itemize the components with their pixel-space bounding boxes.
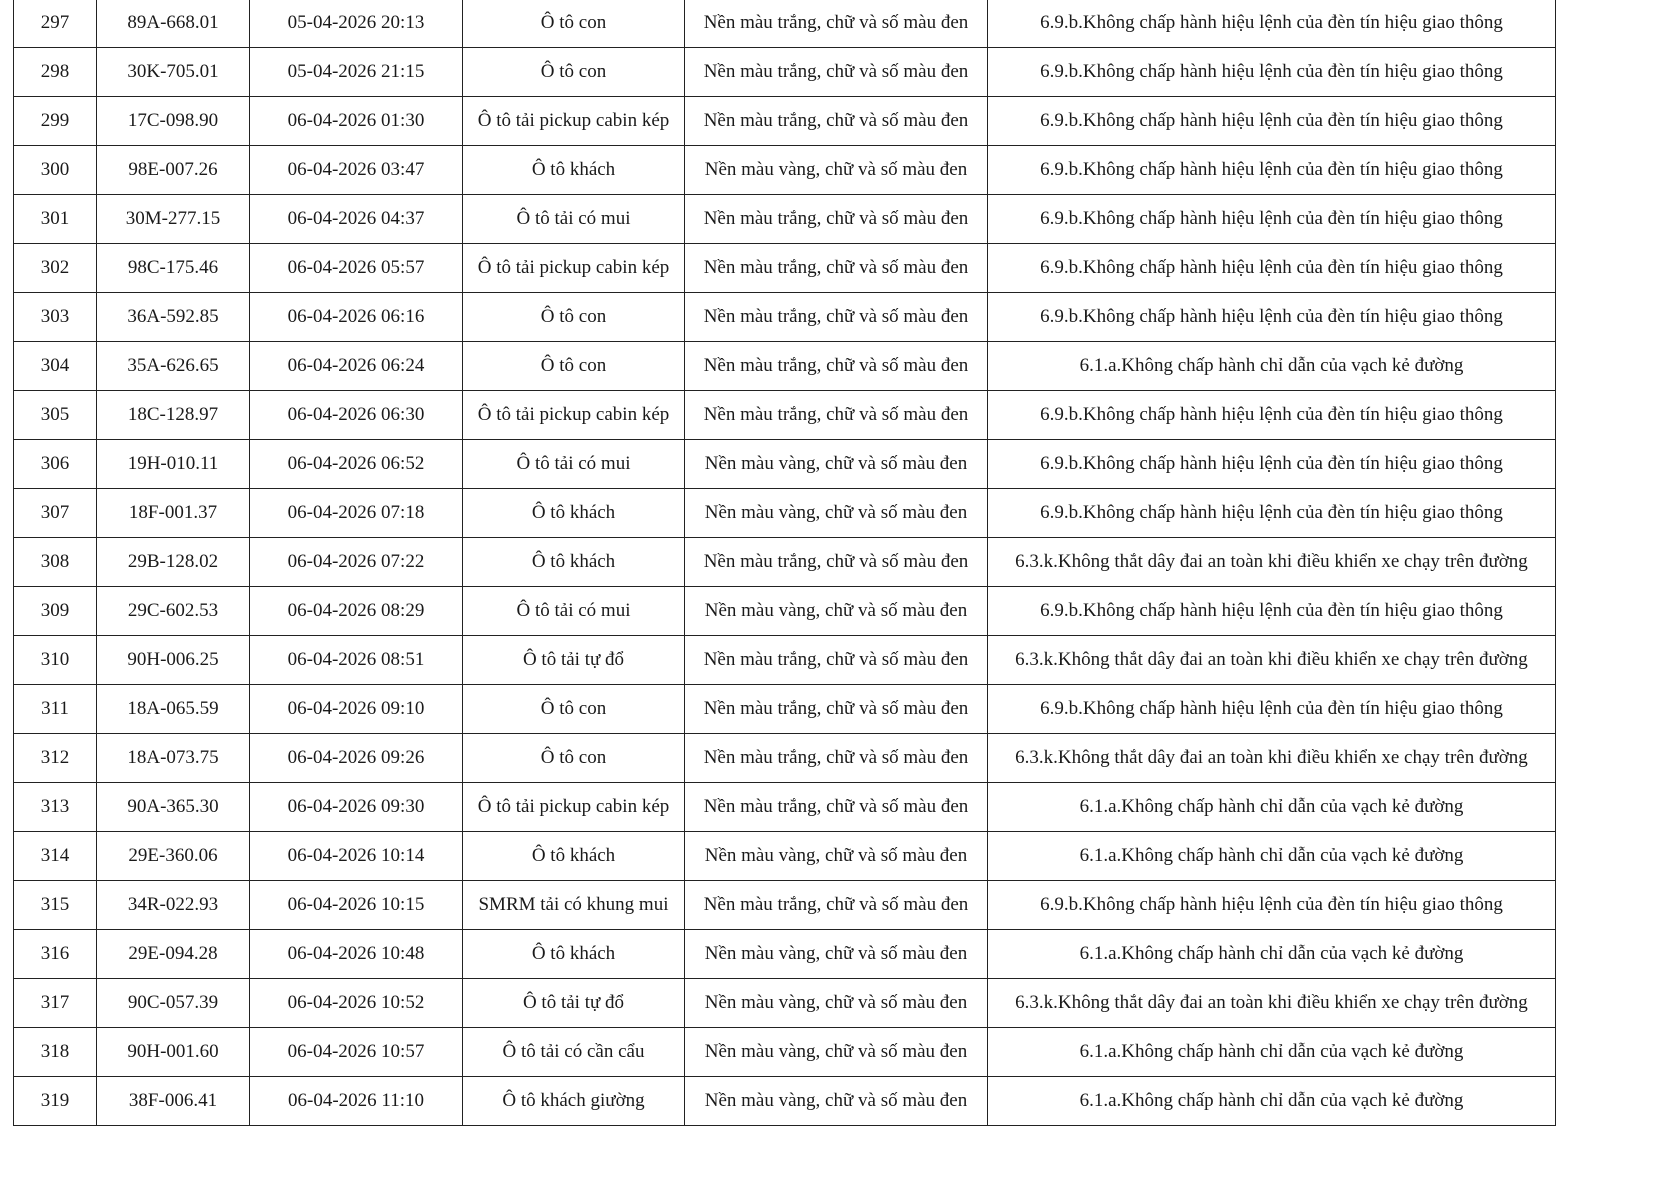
cell-vehicle-type: Ô tô con [463, 734, 685, 783]
table-row [14, 489, 1556, 538]
table-row [14, 734, 1556, 783]
cell-vehicle-type: Ô tô tải pickup cabin kép [463, 244, 685, 293]
cell-violation-time: 06-04-2026 07:18 [250, 489, 463, 538]
cell-violation-time: 06-04-2026 08:29 [250, 587, 463, 636]
cell-violation: 6.1.a.Không chấp hành chỉ dẫn của vạch kẻ đường [988, 342, 1556, 391]
cell-plate-number: 19H-010.11 [97, 440, 250, 489]
cell-violation: 6.9.b.Không chấp hành hiệu lệnh của đèn tín hiệu giao thông [988, 587, 1556, 636]
cell-plate-color: Nền màu trắng, chữ và số màu đen [685, 783, 988, 832]
cell-stt: 300 [14, 146, 97, 195]
cell-violation: 6.3.k.Không thắt dây đai an toàn khi điều khiển xe chạy trên đường [988, 538, 1556, 587]
cell-violation-time: 06-04-2026 10:48 [250, 930, 463, 979]
cell-plate-color: Nền màu vàng, chữ và số màu đen [685, 440, 988, 489]
cell-violation-time: 06-04-2026 04:37 [250, 195, 463, 244]
cell-vehicle-type: Ô tô tải pickup cabin kép [463, 391, 685, 440]
cell-plate-color: Nền màu trắng, chữ và số màu đen [685, 293, 988, 342]
violation-table-body [14, 0, 1556, 1126]
cell-violation-time: 06-04-2026 10:15 [250, 881, 463, 930]
cell-stt: 314 [14, 832, 97, 881]
cell-plate-number: 17C-098.90 [97, 97, 250, 146]
cell-plate-number: 29E-094.28 [97, 930, 250, 979]
table-row [14, 636, 1556, 685]
cell-violation: 6.9.b.Không chấp hành hiệu lệnh của đèn tín hiệu giao thông [988, 489, 1556, 538]
cell-violation-time: 06-04-2026 09:10 [250, 685, 463, 734]
cell-violation: 6.9.b.Không chấp hành hiệu lệnh của đèn tín hiệu giao thông [988, 195, 1556, 244]
table-row [14, 1028, 1556, 1077]
cell-plate-number: 30K-705.01 [97, 48, 250, 97]
cell-vehicle-type: Ô tô khách [463, 146, 685, 195]
cell-vehicle-type: Ô tô tải có mui [463, 440, 685, 489]
cell-plate-color: Nền màu trắng, chữ và số màu đen [685, 881, 988, 930]
cell-stt: 315 [14, 881, 97, 930]
table-row [14, 930, 1556, 979]
cell-vehicle-type: Ô tô con [463, 0, 685, 48]
cell-stt: 313 [14, 783, 97, 832]
cell-plate-number: 29C-602.53 [97, 587, 250, 636]
cell-stt: 308 [14, 538, 97, 587]
cell-violation: 6.9.b.Không chấp hành hiệu lệnh của đèn tín hiệu giao thông [988, 391, 1556, 440]
cell-plate-color: Nền màu trắng, chữ và số màu đen [685, 0, 988, 48]
cell-plate-number: 30M-277.15 [97, 195, 250, 244]
table-row [14, 881, 1556, 930]
table-row [14, 1077, 1556, 1126]
cell-stt: 317 [14, 979, 97, 1028]
cell-stt: 309 [14, 587, 97, 636]
cell-plate-number: 18A-065.59 [97, 685, 250, 734]
cell-plate-number: 89A-668.01 [97, 0, 250, 48]
cell-plate-number: 98E-007.26 [97, 146, 250, 195]
cell-violation-time: 05-04-2026 21:15 [250, 48, 463, 97]
cell-plate-number: 90C-057.39 [97, 979, 250, 1028]
cell-vehicle-type: SMRM tải có khung mui [463, 881, 685, 930]
cell-plate-color: Nền màu vàng, chữ và số màu đen [685, 587, 988, 636]
cell-plate-color: Nền màu trắng, chữ và số màu đen [685, 685, 988, 734]
cell-vehicle-type: Ô tô tải tự đổ [463, 636, 685, 685]
table-row [14, 587, 1556, 636]
cell-vehicle-type: Ô tô khách giường [463, 1077, 685, 1126]
table-row [14, 832, 1556, 881]
table-row [14, 0, 1556, 48]
table-row [14, 342, 1556, 391]
cell-violation-time: 06-04-2026 06:30 [250, 391, 463, 440]
table-row [14, 293, 1556, 342]
cell-violation: 6.9.b.Không chấp hành hiệu lệnh của đèn tín hiệu giao thông [988, 685, 1556, 734]
cell-plate-number: 38F-006.41 [97, 1077, 250, 1126]
table-row [14, 685, 1556, 734]
cell-vehicle-type: Ô tô khách [463, 538, 685, 587]
cell-vehicle-type: Ô tô khách [463, 489, 685, 538]
cell-violation-time: 06-04-2026 06:52 [250, 440, 463, 489]
cell-stt: 310 [14, 636, 97, 685]
table-row [14, 783, 1556, 832]
table-row [14, 48, 1556, 97]
cell-plate-color: Nền màu trắng, chữ và số màu đen [685, 391, 988, 440]
cell-plate-color: Nền màu vàng, chữ và số màu đen [685, 146, 988, 195]
cell-violation: 6.3.k.Không thắt dây đai an toàn khi điều khiển xe chạy trên đường [988, 734, 1556, 783]
cell-violation: 6.3.k.Không thắt dây đai an toàn khi điều khiển xe chạy trên đường [988, 979, 1556, 1028]
cell-stt: 298 [14, 48, 97, 97]
cell-plate-number: 34R-022.93 [97, 881, 250, 930]
cell-violation: 6.1.a.Không chấp hành chỉ dẫn của vạch kẻ đường [988, 1077, 1556, 1126]
cell-vehicle-type: Ô tô tải có cần cẩu [463, 1028, 685, 1077]
cell-plate-color: Nền màu trắng, chữ và số màu đen [685, 342, 988, 391]
cell-violation-time: 06-04-2026 06:16 [250, 293, 463, 342]
cell-stt: 303 [14, 293, 97, 342]
table-row [14, 391, 1556, 440]
cell-plate-color: Nền màu trắng, chữ và số màu đen [685, 734, 988, 783]
cell-plate-color: Nền màu trắng, chữ và số màu đen [685, 244, 988, 293]
cell-vehicle-type: Ô tô tải pickup cabin kép [463, 97, 685, 146]
cell-violation: 6.9.b.Không chấp hành hiệu lệnh của đèn tín hiệu giao thông [988, 146, 1556, 195]
cell-vehicle-type: Ô tô tải có mui [463, 587, 685, 636]
cell-stt: 319 [14, 1077, 97, 1126]
cell-violation-time: 06-04-2026 10:57 [250, 1028, 463, 1077]
table-row [14, 195, 1556, 244]
cell-violation-time: 06-04-2026 01:30 [250, 97, 463, 146]
cell-vehicle-type: Ô tô tải tự đổ [463, 979, 685, 1028]
cell-violation: 6.9.b.Không chấp hành hiệu lệnh của đèn tín hiệu giao thông [988, 0, 1556, 48]
cell-violation-time: 06-04-2026 09:30 [250, 783, 463, 832]
cell-plate-color: Nền màu trắng, chữ và số màu đen [685, 195, 988, 244]
cell-violation: 6.9.b.Không chấp hành hiệu lệnh của đèn tín hiệu giao thông [988, 97, 1556, 146]
table-row [14, 979, 1556, 1028]
cell-plate-number: 90A-365.30 [97, 783, 250, 832]
cell-vehicle-type: Ô tô khách [463, 930, 685, 979]
cell-stt: 306 [14, 440, 97, 489]
cell-stt: 312 [14, 734, 97, 783]
cell-plate-number: 35A-626.65 [97, 342, 250, 391]
cell-violation-time: 06-04-2026 10:14 [250, 832, 463, 881]
cell-violation-time: 06-04-2026 03:47 [250, 146, 463, 195]
cell-violation: 6.1.a.Không chấp hành chỉ dẫn của vạch kẻ đường [988, 832, 1556, 881]
cell-plate-number: 18A-073.75 [97, 734, 250, 783]
cell-violation: 6.1.a.Không chấp hành chỉ dẫn của vạch kẻ đường [988, 1028, 1556, 1077]
cell-stt: 305 [14, 391, 97, 440]
cell-plate-color: Nền màu vàng, chữ và số màu đen [685, 1028, 988, 1077]
cell-stt: 316 [14, 930, 97, 979]
cell-vehicle-type: Ô tô con [463, 48, 685, 97]
cell-violation: 6.3.k.Không thắt dây đai an toàn khi điều khiển xe chạy trên đường [988, 636, 1556, 685]
cell-plate-number: 98C-175.46 [97, 244, 250, 293]
cell-stt: 302 [14, 244, 97, 293]
cell-violation-time: 06-04-2026 06:24 [250, 342, 463, 391]
cell-vehicle-type: Ô tô con [463, 342, 685, 391]
cell-plate-color: Nền màu vàng, chữ và số màu đen [685, 930, 988, 979]
cell-plate-number: 36A-592.85 [97, 293, 250, 342]
cell-stt: 297 [14, 0, 97, 48]
table-row [14, 97, 1556, 146]
cell-violation-time: 06-04-2026 10:52 [250, 979, 463, 1028]
cell-plate-number: 90H-006.25 [97, 636, 250, 685]
cell-violation-time: 06-04-2026 11:10 [250, 1077, 463, 1126]
violation-table-container [13, 0, 1556, 1126]
cell-stt: 299 [14, 97, 97, 146]
cell-plate-number: 18C-128.97 [97, 391, 250, 440]
cell-vehicle-type: Ô tô con [463, 685, 685, 734]
cell-plate-number: 29E-360.06 [97, 832, 250, 881]
cell-violation-time: 06-04-2026 09:26 [250, 734, 463, 783]
cell-plate-color: Nền màu vàng, chữ và số màu đen [685, 1077, 988, 1126]
cell-plate-number: 29B-128.02 [97, 538, 250, 587]
cell-plate-color: Nền màu trắng, chữ và số màu đen [685, 538, 988, 587]
cell-plate-color: Nền màu vàng, chữ và số màu đen [685, 489, 988, 538]
cell-stt: 318 [14, 1028, 97, 1077]
cell-violation-time: 06-04-2026 07:22 [250, 538, 463, 587]
cell-violation-time: 06-04-2026 05:57 [250, 244, 463, 293]
cell-plate-number: 18F-001.37 [97, 489, 250, 538]
cell-violation: 6.9.b.Không chấp hành hiệu lệnh của đèn tín hiệu giao thông [988, 48, 1556, 97]
cell-violation: 6.9.b.Không chấp hành hiệu lệnh của đèn tín hiệu giao thông [988, 881, 1556, 930]
cell-plate-color: Nền màu trắng, chữ và số màu đen [685, 97, 988, 146]
cell-violation: 6.9.b.Không chấp hành hiệu lệnh của đèn tín hiệu giao thông [988, 244, 1556, 293]
cell-vehicle-type: Ô tô tải pickup cabin kép [463, 783, 685, 832]
cell-violation-time: 06-04-2026 08:51 [250, 636, 463, 685]
cell-plate-color: Nền màu trắng, chữ và số màu đen [685, 636, 988, 685]
cell-violation: 6.1.a.Không chấp hành chỉ dẫn của vạch kẻ đường [988, 783, 1556, 832]
cell-stt: 307 [14, 489, 97, 538]
cell-vehicle-type: Ô tô con [463, 293, 685, 342]
cell-stt: 311 [14, 685, 97, 734]
cell-vehicle-type: Ô tô khách [463, 832, 685, 881]
table-row [14, 146, 1556, 195]
table-row [14, 244, 1556, 293]
cell-violation: 6.9.b.Không chấp hành hiệu lệnh của đèn tín hiệu giao thông [988, 440, 1556, 489]
cell-stt: 304 [14, 342, 97, 391]
cell-plate-color: Nền màu vàng, chữ và số màu đen [685, 832, 988, 881]
cell-vehicle-type: Ô tô tải có mui [463, 195, 685, 244]
cell-plate-color: Nền màu trắng, chữ và số màu đen [685, 48, 988, 97]
cell-violation: 6.1.a.Không chấp hành chỉ dẫn của vạch kẻ đường [988, 930, 1556, 979]
cell-plate-number: 90H-001.60 [97, 1028, 250, 1077]
table-row [14, 440, 1556, 489]
violation-table [13, 0, 1556, 1126]
cell-violation-time: 05-04-2026 20:13 [250, 0, 463, 48]
cell-violation: 6.9.b.Không chấp hành hiệu lệnh của đèn tín hiệu giao thông [988, 293, 1556, 342]
table-row [14, 538, 1556, 587]
cell-plate-color: Nền màu vàng, chữ và số màu đen [685, 979, 988, 1028]
cell-stt: 301 [14, 195, 97, 244]
